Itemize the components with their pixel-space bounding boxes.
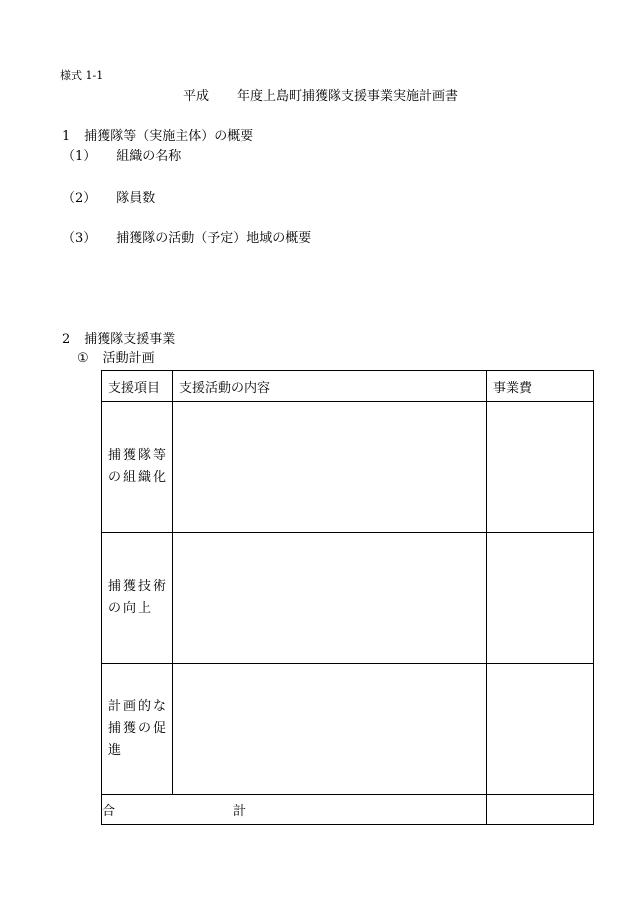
item-number: （1） bbox=[62, 149, 97, 164]
item-number: （2） bbox=[62, 191, 97, 206]
total-label: 合 計 bbox=[102, 795, 487, 825]
item-label: 組織の名称 bbox=[116, 149, 182, 164]
project-cost-field[interactable] bbox=[487, 664, 594, 795]
project-cost-field[interactable] bbox=[487, 533, 594, 664]
title-main: 年度上島町捕獲隊支援事業実施計画書 bbox=[237, 89, 459, 104]
support-item-cell: 計画的な捕獲の促進 bbox=[102, 664, 173, 795]
section-1-heading bbox=[62, 130, 253, 143]
support-item-cell: 捕獲隊等の組織化 bbox=[102, 402, 173, 533]
total-cost-field[interactable] bbox=[487, 795, 594, 825]
section-1-title: 捕獲隊等（実施主体）の概要 bbox=[84, 129, 254, 144]
table-row bbox=[102, 664, 594, 795]
section-2-number: 2 bbox=[62, 332, 71, 347]
document-title bbox=[183, 90, 458, 103]
table-header-row bbox=[102, 371, 594, 402]
subsection-label: 活動計画 bbox=[102, 351, 155, 366]
title-era: 平成 bbox=[183, 89, 210, 104]
activity-content-field[interactable] bbox=[173, 402, 487, 533]
item-label: 隊員数 bbox=[116, 191, 156, 206]
section-1-item-member-count bbox=[62, 192, 155, 205]
total-row bbox=[102, 795, 594, 825]
section-1-item-activity-area bbox=[62, 232, 311, 245]
item-number: （3） bbox=[62, 231, 97, 246]
subsection-number: ① bbox=[77, 351, 89, 366]
header-support-item: 支援項目 bbox=[102, 371, 173, 402]
table-row bbox=[102, 402, 594, 533]
section-2-subsection-activity-plan bbox=[77, 352, 155, 365]
item-label: 捕獲隊の活動（予定）地域の概要 bbox=[116, 231, 312, 246]
support-item-cell: 捕獲技術の向上 bbox=[102, 533, 173, 664]
section-1-item-org-name bbox=[62, 150, 181, 163]
activity-plan-table bbox=[101, 370, 594, 825]
section-2-title: 捕獲隊支援事業 bbox=[84, 332, 176, 347]
header-activity-content: 支援活動の内容 bbox=[173, 371, 487, 402]
activity-content-field[interactable] bbox=[173, 533, 487, 664]
section-1-number: 1 bbox=[62, 129, 71, 144]
form-number-label: 様式 1-1 bbox=[60, 69, 104, 82]
activity-content-field[interactable] bbox=[173, 664, 487, 795]
table-row bbox=[102, 533, 594, 664]
section-2-heading bbox=[62, 333, 175, 346]
header-project-cost: 事業費 bbox=[487, 371, 594, 402]
project-cost-field[interactable] bbox=[487, 402, 594, 533]
